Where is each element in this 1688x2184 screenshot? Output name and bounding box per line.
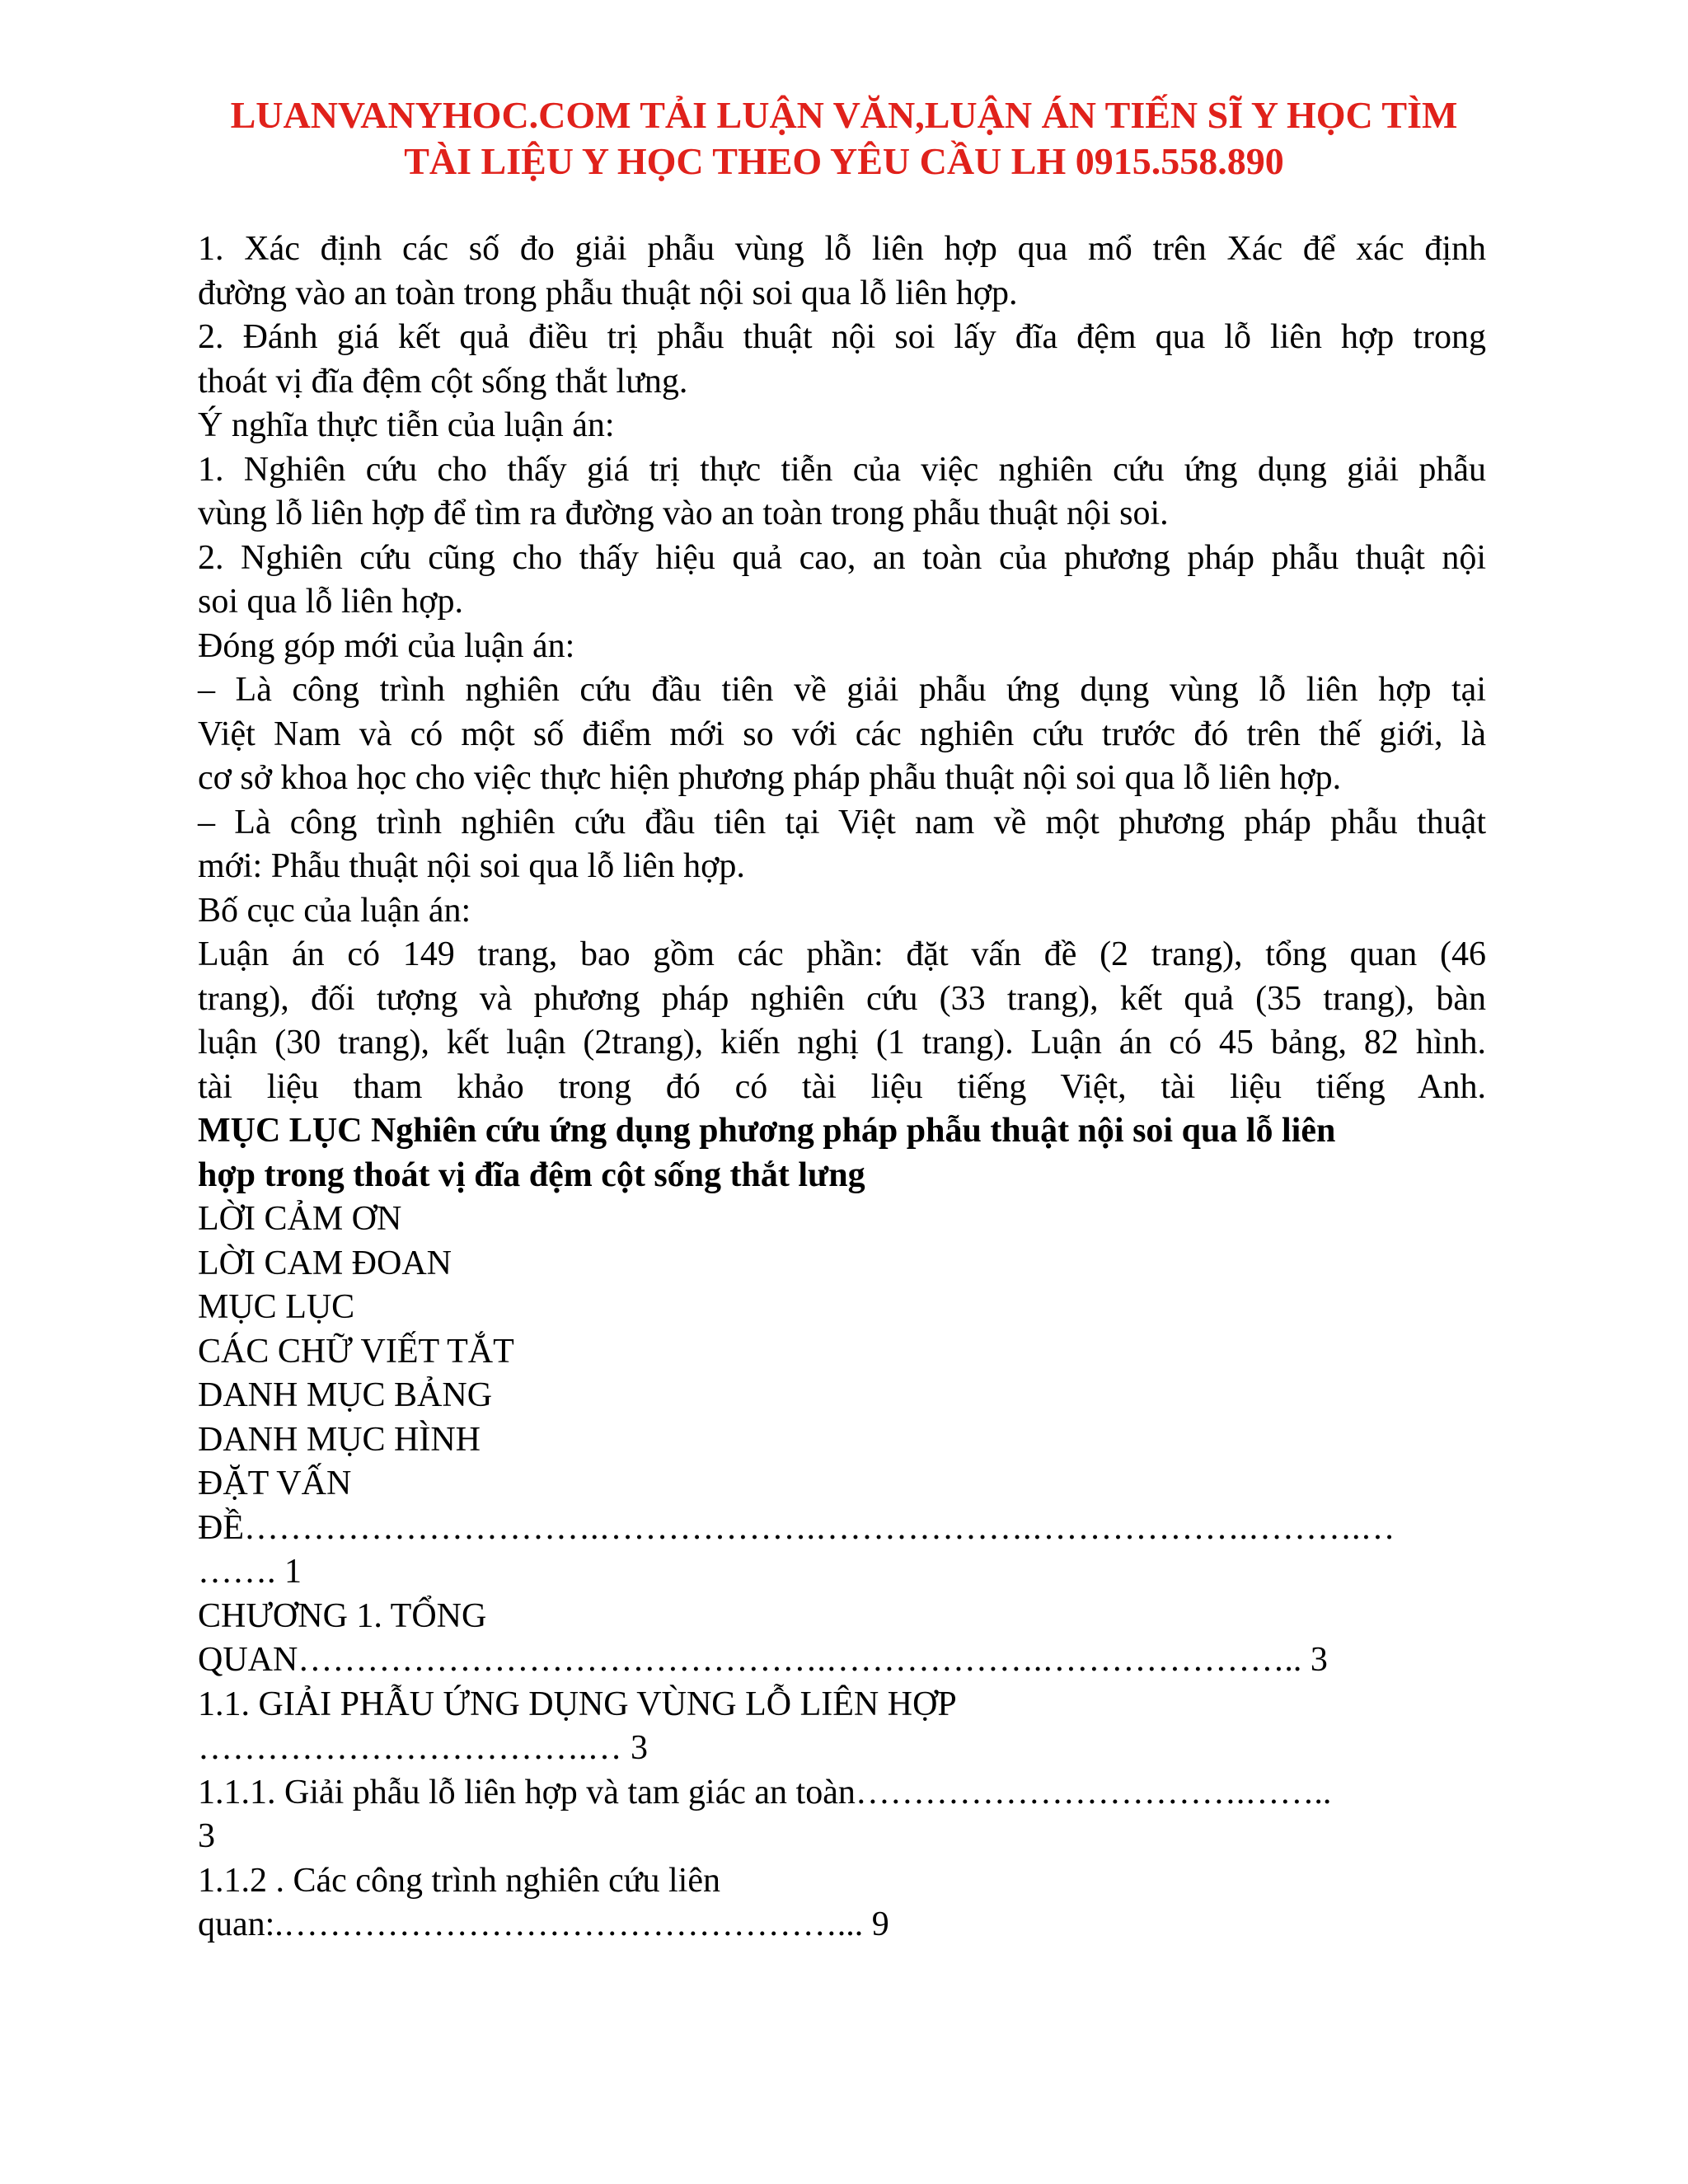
- toc-entry[interactable]: …………………………….… 3: [198, 1729, 648, 1767]
- text-line: soi qua lỗ liên hợp.: [198, 583, 464, 621]
- toc-list: [198, 1197, 1486, 1947]
- toc-entry[interactable]: CÁC CHỮ VIẾT TẮT: [198, 1332, 514, 1371]
- toc-entry[interactable]: ĐỀ………………………….……………….……………….……………….……….…: [198, 1508, 1395, 1547]
- toc-entry[interactable]: 3: [198, 1817, 215, 1855]
- text-line: 2. Đánh giá kết quả điều trị phẫu thuật nội soi lấy đĩa đệm qua lỗ liên hợp trong: [198, 318, 1486, 356]
- toc-entry[interactable]: ……. 1: [198, 1553, 302, 1591]
- toc-title-line: hợp trong thoát vị đĩa đệm cột sống thắt lưng: [198, 1155, 865, 1194]
- header-line: TÀI LIỆU Y HỌC THEO YÊU CẦU LH 0915.558.890: [404, 140, 1284, 182]
- layout-paragraph: [198, 933, 1486, 1109]
- section-heading: Đóng góp mới của luận án:: [198, 626, 575, 665]
- toc-entry[interactable]: QUAN……………………………………….……………….………………….. 3: [198, 1641, 1328, 1679]
- toc-title-line: MỤC LỤC Nghiên cứu ứng dụng phương pháp phẫu thuật nội soi qua lỗ liên: [198, 1112, 1336, 1150]
- toc-entry[interactable]: 1.1. GIẢI PHẪU ỨNG DỤNG VÙNG LỖ LIÊN HỢP: [198, 1685, 957, 1723]
- text-line: – Là công trình nghiên cứu đầu tiên về giải phẫu ứng dụng vùng lỗ liên hợp tại: [198, 671, 1486, 709]
- text-line: Việt Nam và có một số điểm mới so với các nghiên cứu trước đó trên thế giới, là: [198, 715, 1486, 753]
- text-line: 1. Xác định các số đo giải phẫu vùng lỗ liên hợp qua mổ trên Xác để xác định: [198, 230, 1486, 268]
- toc-entry[interactable]: CHƯƠNG 1. TỔNG: [198, 1596, 487, 1635]
- section-heading: Bố cục của luận án:: [198, 891, 471, 930]
- toc-entry[interactable]: DANH MỤC HÌNH: [198, 1420, 481, 1459]
- toc-entry[interactable]: MỤC LỤC: [198, 1288, 355, 1326]
- text-line: vùng lỗ liên hợp để tìm ra đường vào an toàn trong phẫu thuật nội soi.: [198, 494, 1169, 532]
- objective-1: [198, 227, 1486, 316]
- header-line: LUANVANYHOC.COM TẢI LUẬN VĂN,LUẬN ÁN TIẾN SĨ Y HỌC TÌM: [230, 94, 1458, 136]
- toc-entry[interactable]: quan:.…………………………………………... 9: [198, 1905, 889, 1943]
- text-line: 2. Nghiên cứu cũng cho thấy hiệu quả cao, an toàn của phương pháp phẫu thuật nội: [198, 538, 1486, 577]
- text-line: 1. Nghiên cứu cho thấy giá trị thực tiễn của việc nghiên cứu ứng dụng giải phẫu: [198, 450, 1486, 489]
- contribution-2: [198, 801, 1486, 889]
- toc-entry[interactable]: 1.1.1. Giải phẫu lỗ liên hợp và tam giác an toàn…………………………….……..: [198, 1773, 1332, 1811]
- text-line: cơ sở khoa học cho việc thực hiện phương pháp phẫu thuật nội soi qua lỗ liên hợp.: [198, 759, 1342, 797]
- toc-entry[interactable]: DANH MỤC BẢNG: [198, 1376, 493, 1414]
- text-line: mới: Phẫu thuật nội soi qua lỗ liên hợp.: [198, 847, 745, 885]
- toc-title: [198, 1109, 1486, 1197]
- text-line: đường vào an toàn trong phẫu thuật nội soi qua lỗ liên hợp.: [198, 274, 1018, 312]
- section-heading: Ý nghĩa thực tiễn của luận án:: [198, 406, 615, 444]
- text-line: trang), đối tượng và phương pháp nghiên cứu (33 trang), kết quả (35 trang), bàn: [198, 979, 1486, 1018]
- toc-entry[interactable]: ĐẶT VẤN: [198, 1465, 352, 1502]
- text-line: tài liệu tham khảo trong đó có tài liệu tiếng Việt, tài liệu tiếng Anh.: [198, 1067, 1486, 1106]
- document-body: [198, 227, 1486, 1947]
- page-header: [165, 92, 1523, 185]
- contribution-1: [198, 668, 1486, 801]
- significance-point-1: [198, 448, 1486, 537]
- significance-point-2: [198, 537, 1486, 625]
- toc-entry[interactable]: LỜI CAM ĐOAN: [198, 1244, 452, 1282]
- text-line: luận (30 trang), kết luận (2trang), kiến nghị (1 trang). Luận án có 45 bảng, 82 hình.: [198, 1024, 1486, 1062]
- toc-entry[interactable]: LỜI CẢM ƠN: [198, 1200, 402, 1238]
- toc-entry[interactable]: 1.1.2 . Các công trình nghiên cứu liên: [198, 1861, 720, 1900]
- text-line: thoát vị đĩa đệm cột sống thắt lưng.: [198, 362, 688, 401]
- text-line: – Là công trình nghiên cứu đầu tiên tại Việt nam về một phương pháp phẫu thuật: [198, 803, 1486, 841]
- text-line: Luận án có 149 trang, bao gồm các phần: đặt vấn đề (2 trang), tổng quan (46: [198, 935, 1486, 973]
- objective-2: [198, 316, 1486, 404]
